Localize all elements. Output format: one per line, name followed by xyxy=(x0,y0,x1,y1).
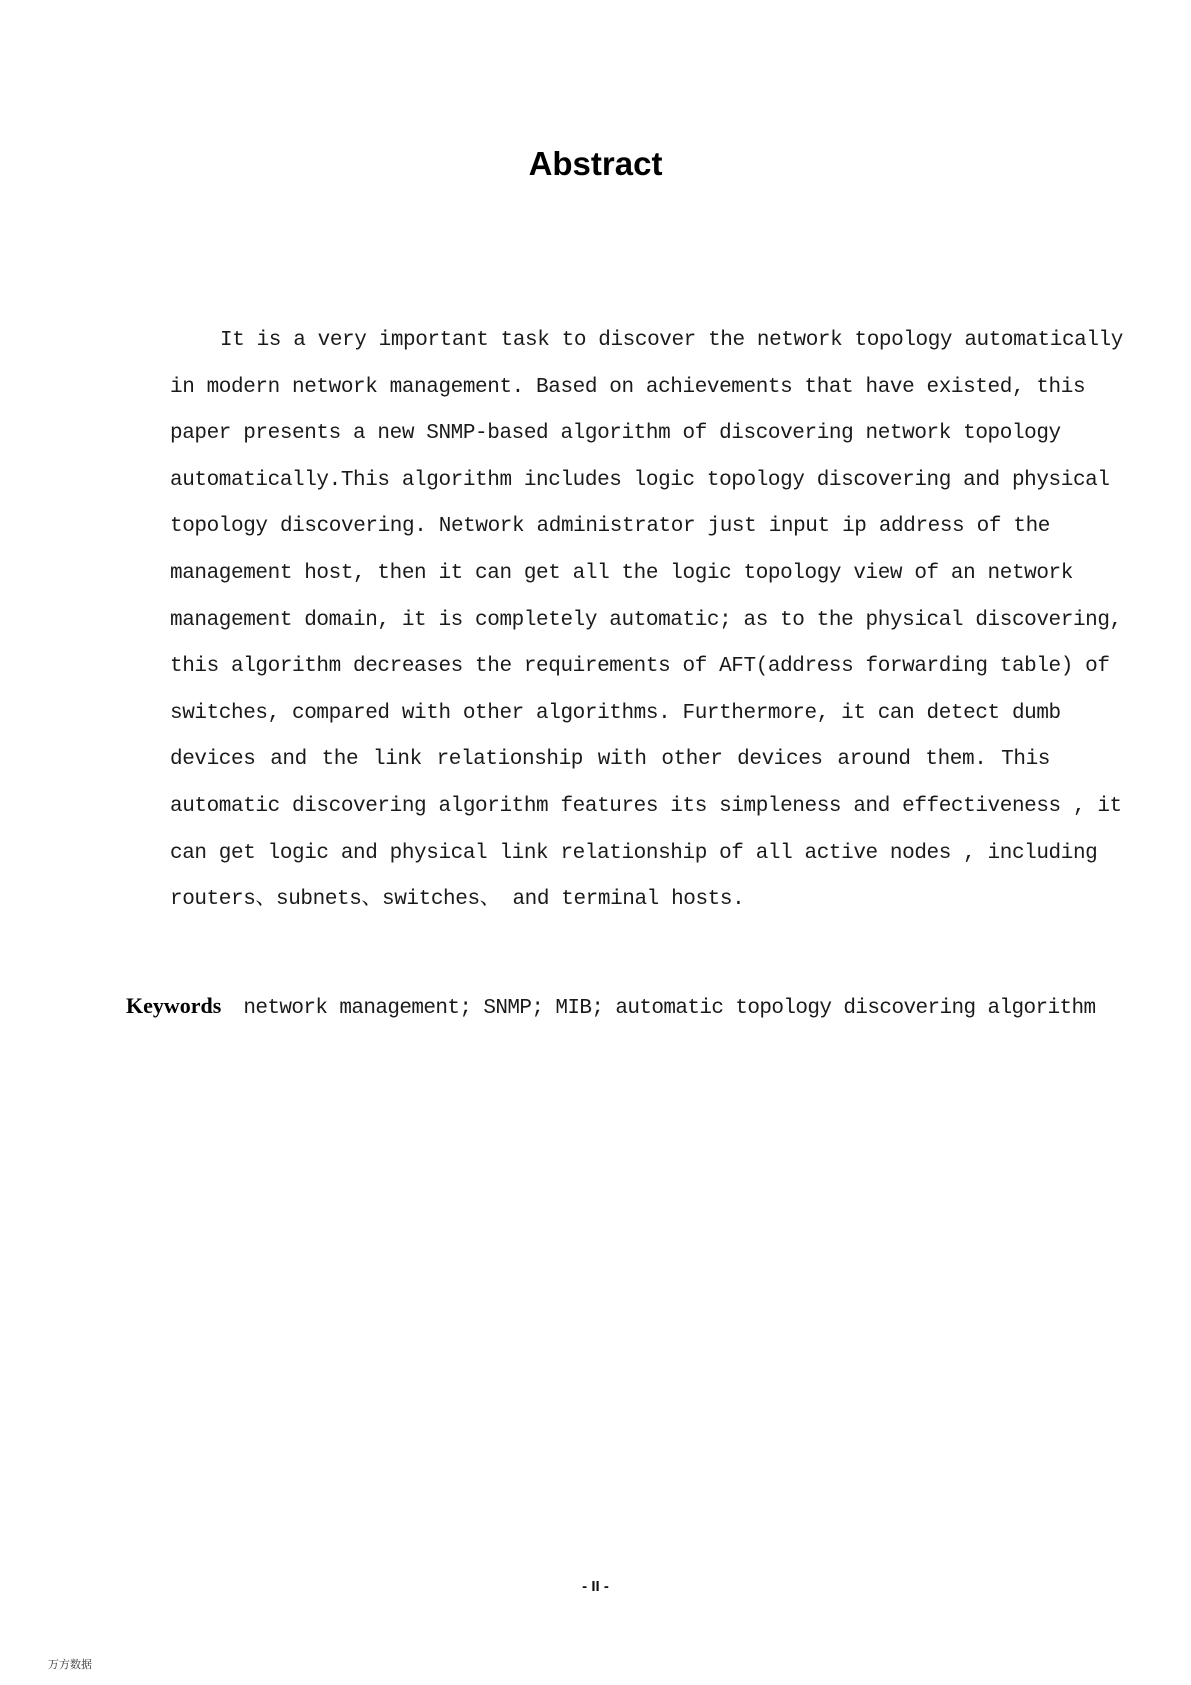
keywords-label: Keywords xyxy=(126,993,222,1018)
page-number: - II - xyxy=(582,1578,609,1595)
abstract-line: routers、subnets、switches、 and terminal hosts. xyxy=(170,888,745,912)
abstract-line: management host, then it can get all the logic topology view of an network xyxy=(170,561,1073,585)
abstract-line: topology discovering. Network administrator just input ip address of the xyxy=(170,515,1050,539)
abstract-line: in modern network management. Based on achievements that have existed, this xyxy=(170,375,1086,399)
abstract-line: switches, compared with other algorithms. Furthermore, it can detect dumb xyxy=(170,701,1061,725)
abstract-line: paper presents a new SNMP-based algorithm of discovering network topology xyxy=(170,422,1061,446)
watermark-text: 万方数据 xyxy=(48,1658,92,1671)
abstract-line: can get logic and physical link relationship of all active nodes , including xyxy=(170,841,1098,865)
keywords-text: network management; SNMP; MIB; automatic topology discovering algorithm xyxy=(243,997,1096,1020)
abstract-line: automatically.This algorithm includes logic topology discovering and physical xyxy=(170,468,1110,492)
keywords-section xyxy=(126,992,1096,1023)
abstract-line: It is a very important task to discover the network topology automatically xyxy=(220,329,1123,352)
abstract-line: automatic discovering algorithm features its simpleness and effectiveness , it xyxy=(170,794,1122,818)
abstract-line: this algorithm decreases the requirements of AFT(address forwarding table) of xyxy=(170,655,1110,679)
abstract-line: management domain, it is completely automatic; as to the physical discovering, xyxy=(170,608,1122,632)
abstract-title: Abstract xyxy=(528,145,663,182)
abstract-body xyxy=(170,318,1123,924)
abstract-line: devices and the link relationship with other devices around them. This xyxy=(170,748,1050,772)
